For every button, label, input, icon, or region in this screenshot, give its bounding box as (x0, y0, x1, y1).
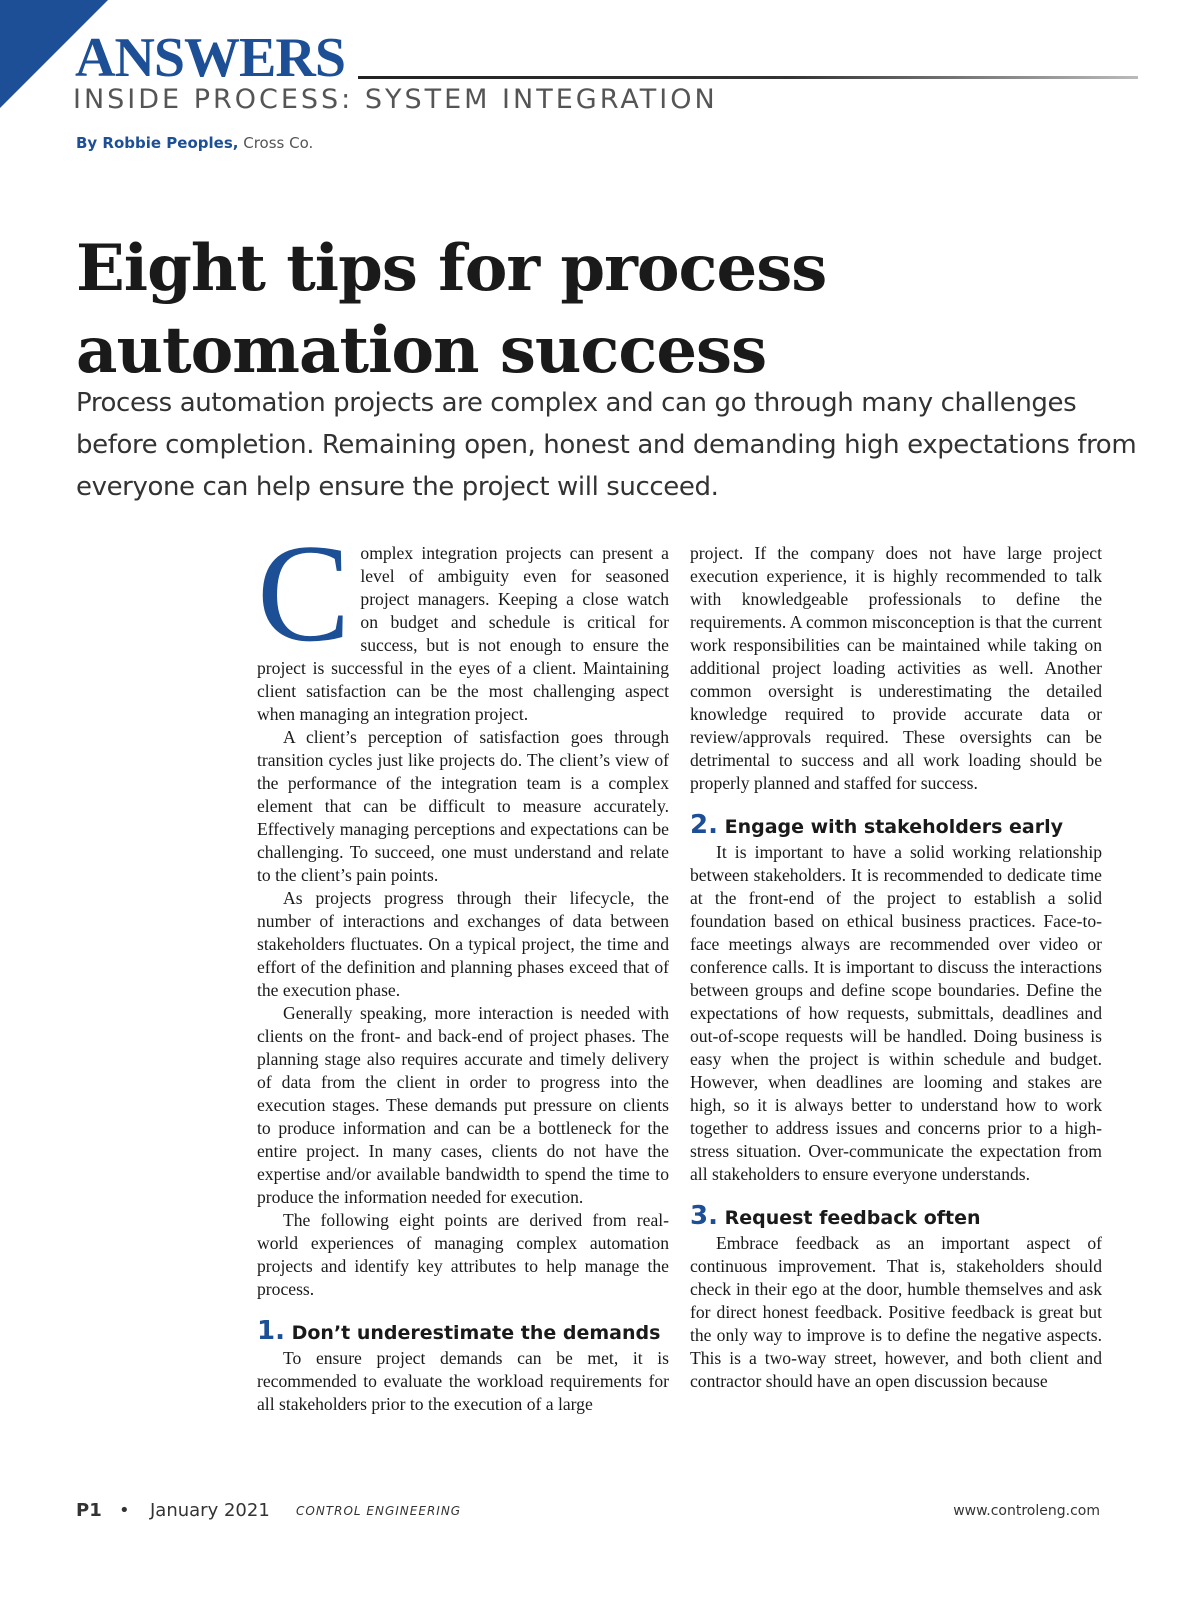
issue-date: January 2021 (150, 1500, 270, 1521)
page-number: P1 (76, 1500, 102, 1521)
drop-cap: C (257, 516, 351, 671)
body-paragraph: As projects progress through their lifecycle, the number of interactions and exchanges of data between stakeholders fluctuates. On a typical project, the time and effort of the definition and planning phases exceed that of the execution phase. (257, 888, 669, 1000)
headline-line-2: automation success (76, 313, 767, 388)
body-paragraph: Embrace feedback as an important aspect of continuous improvement. That is, stakeholders should check in their ego at the door, humble themselves and ask for direct honest feedback. Positive feedback is great but the only way to improve is to define the negative aspects. This is a two-way street, however, and both client and contractor should have an open discussion because (690, 1233, 1102, 1391)
tip-3-heading (690, 1201, 1102, 1231)
section-subtitle: INSIDE PROCESS: SYSTEM INTEGRATION (73, 84, 718, 115)
headline-line-1: Eight tips for process (76, 231, 827, 306)
body-paragraph: To ensure project demands can be met, it is recommended to evaluate the workload requirements for all stakeholders prior to the execution of a large (257, 1348, 669, 1414)
byline-author: By Robbie Peoples, (76, 134, 239, 152)
article-headline (76, 228, 826, 392)
byline (76, 136, 313, 151)
tip-2-heading (690, 810, 1102, 840)
body-paragraph: A client’s perception of satisfaction goes through transition cycles just like projects do. The client’s view of the performance of the integration team is a complex element that can be difficult to measure accurately. Effectively managing perceptions and expectations can be challenging. To succeed, one must understand and relate to the client’s pain points. (257, 727, 669, 885)
byline-company: Cross Co. (243, 134, 314, 152)
footer-bullet: • (119, 1500, 130, 1521)
article-deck: Process automation projects are complex and can go through many challenges before completion. Remaining open, honest and demanding high expectations from everyone can help ensure the project will succeed. (76, 388, 1137, 502)
body-paragraph: Generally speaking, more interaction is needed with clients on the front- and back-end of project phases. The planning stage also requires accurate and timely delivery of data from the client in order to progress into the execution stages. These demands put pressure on clients to produce information and can be a bottleneck for the entire project. In many cases, clients do not have the expertise and/or available bandwidth to spend the time to produce the information needed for execution. (257, 1003, 669, 1207)
tip-number: 3. (690, 1201, 718, 1231)
tip-number: 2. (690, 810, 718, 840)
tip-title: Engage with stakeholders early (724, 816, 1063, 838)
page-footer (0, 1500, 1200, 1524)
article-column-2 (690, 542, 1102, 1393)
body-paragraph: omplex integration projects can present a level of ambiguity even for seasoned project managers. Keeping a close watch on budget and schedule is critical for success, but is not enough to ensure the project is successful in the eyes of a client. Maintaining client satisfaction can be the most challenging aspect when managing an integration project. (257, 543, 669, 724)
body-paragraph: The following eight points are derived from real-world experiences of managing complex automation projects and identify key attributes to help manage the process. (257, 1210, 669, 1299)
article-column-1 (257, 516, 669, 1416)
section-title: ANSWERS (75, 27, 345, 89)
body-paragraph: project. If the company does not have large project execution experience, it is highly recommended to talk with knowledgeable professionals to define the requirements. A common misconception is that the current work responsibilities can be maintained while taking on additional project loading activities as well. Another common oversight is underestimating the detailed knowledge required to provide accurate data or review/approvals required. These oversights can be detrimental to success and all work loading should be properly planned and staffed for success. (690, 543, 1102, 793)
tip-number: 1. (257, 1316, 285, 1346)
publication-name: CONTROL ENGINEERING (296, 1504, 462, 1518)
tip-title: Don’t underestimate the demands (291, 1322, 661, 1344)
body-paragraph: It is important to have a solid working relationship between stakeholders. It is recommended to dedicate time at the front-end of the project to establish a solid foundation based on ethical business practices. Face-to-face meetings always are recommended over video or conference calls. It is important to discuss the interactions between groups and define scope boundaries. Define the expectations of how requests, submittals, deadlines and out-of-scope requests will be handled. Doing business is easy when the project is within schedule and budget. However, when deadlines are looming and stakes are high, so it is always better to understand how to work together to address issues and concerns prior to a high-stress situation. Over-communicate the expectation from all stakeholders to ensure everyone understands. (690, 842, 1102, 1184)
tip-1-heading (257, 1316, 669, 1346)
tip-title: Request feedback often (724, 1207, 981, 1229)
section-rule (358, 76, 1138, 79)
website-link[interactable]: www.controleng.com (953, 1503, 1100, 1519)
